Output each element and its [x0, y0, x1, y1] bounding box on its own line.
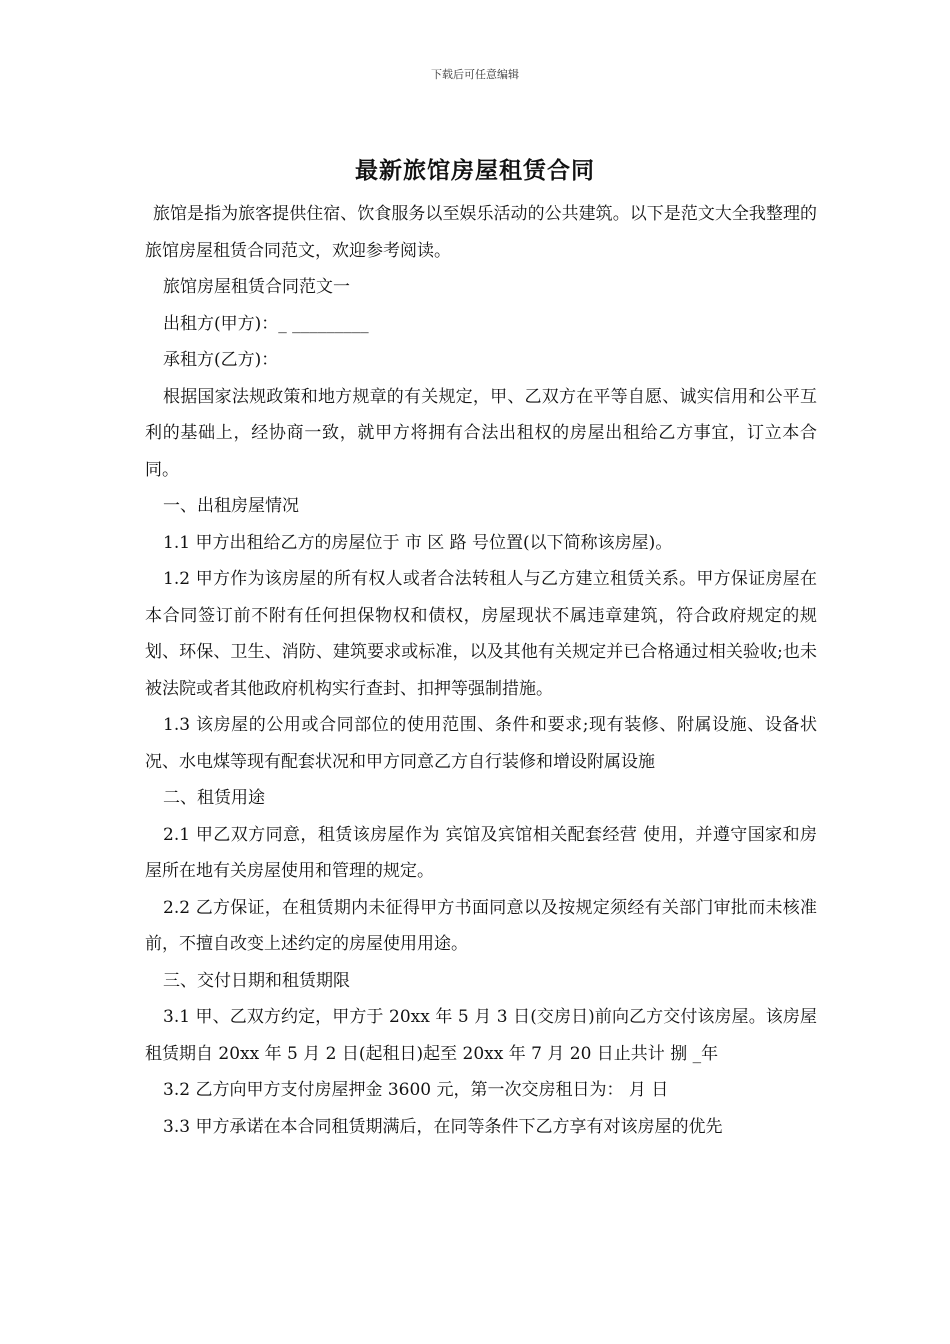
paragraph: 承租方(乙方)： [163, 350, 279, 370]
paragraph: 1.3 该房屋的公用或合同部位的使用范围、条件和要求;现有装修、附属设施、设备状况、水电煤等现有配套状况和甲方同意乙方自行装修和增设附属设施 [145, 715, 817, 772]
paragraph: 1.2 甲方作为该房屋的所有权人或者合法转租人与乙方建立租赁关系。甲方保证房屋在本合同签订前不附有任何担保物权和债权，房屋现状不属违章建筑，符合政府规定的规划、环保、卫生、消防、建筑要求或标准，以及其他有关规定并已合格通过相关验收;也未被法院或者其他政府机构实行查封、扣押等强制措施。 [145, 569, 817, 699]
paragraph: 2.2 乙方保证，在租赁期内未征得甲方书面同意以及按规定须经有关部门审批而未核准前，不擅自改变上述约定的房屋使用用途。 [145, 897, 817, 954]
section-heading: 三、交付日期和租赁期限 [163, 970, 350, 991]
paragraph: 3.3 甲方承诺在本合同租赁期满后，在同等条件下乙方享有对该房屋的优先 [163, 1116, 723, 1137]
section-heading: 一、出租房屋情况 [163, 496, 299, 516]
paragraph: 出租方(甲方)：_ _________ [163, 313, 369, 334]
paragraph: 旅馆是指为旅客提供住宿、饮食服务以至娱乐活动的公共建筑。以下是范文大全我整理的旅馆房屋租赁合同范文，欢迎参考阅读。 [145, 204, 817, 261]
header-note: 下载后可任意编辑 [431, 68, 519, 81]
paragraph: 旅馆房屋租赁合同范文一 [163, 277, 350, 297]
paragraph: 2.1 甲乙双方同意，租赁该房屋作为 宾馆及宾馆相关配套经营 使用，并遵守国家和房屋所在地有关房屋使用和管理的规定。 [145, 824, 817, 881]
paragraph: 3.1 甲、乙双方约定，甲方于 20xx 年 5 月 3 日(交房日)前向乙方交付该房屋。该房屋租赁期自 20xx 年 5 月 2 日(起租日)起至 20xx 年 7 月 20 日止共计 捌 _年 [145, 1007, 817, 1064]
paragraph: 1.1 甲方出租给乙方的房屋位于 市 区 路 号位置(以下简称该房屋)。 [163, 532, 673, 553]
paragraph: 根据国家法规政策和地方规章的有关规定，甲、乙双方在平等自愿、诚实信用和公平互利的基础上，经协商一致，就甲方将拥有合法出租权的房屋出租给乙方事宜，订立本合同。 [145, 386, 817, 480]
document-body [145, 196, 817, 1145]
section-heading: 二、租赁用途 [163, 788, 265, 808]
document-title: 最新旅馆房屋租赁合同 [355, 157, 595, 184]
paragraph: 3.2 乙方向甲方支付房屋押金 3600 元，第一次交房租日为： 月 日 [163, 1080, 669, 1100]
